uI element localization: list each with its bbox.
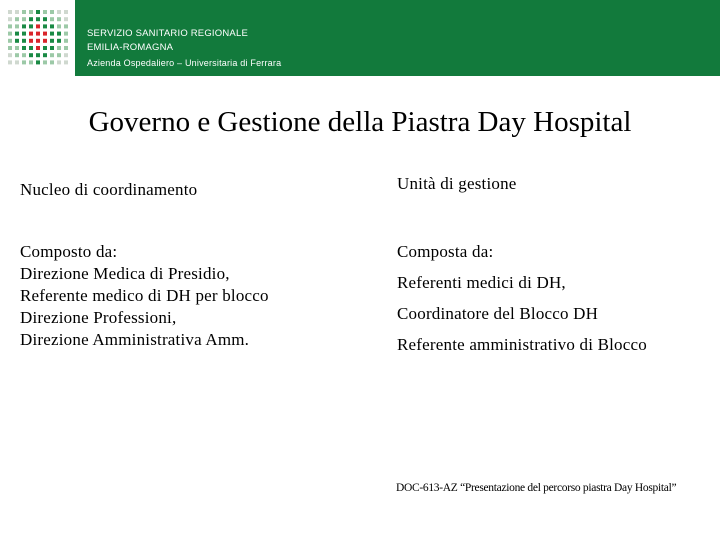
logo-dot [64, 60, 68, 64]
right-intro: Composta da: [397, 242, 494, 261]
logo-dot [15, 17, 19, 21]
logo-dot [29, 46, 33, 50]
logo-dot [43, 24, 47, 28]
logo-dot [15, 46, 19, 50]
logo-dot [8, 39, 12, 43]
logo-dot [22, 17, 26, 21]
logo-dot [22, 53, 26, 57]
logo-dot [22, 46, 26, 50]
logo-dot [64, 39, 68, 43]
logo-dot [64, 17, 68, 21]
logo-dot [64, 32, 68, 36]
logo-dot [43, 60, 47, 64]
right-members-block [397, 236, 647, 360]
left-item: Direzione Professioni, [20, 308, 177, 327]
logo-dot [22, 39, 26, 43]
logo-dot [36, 46, 40, 50]
header-hospital-line: Azienda Ospedaliero – Universitaria di Ferrara [87, 58, 282, 68]
logo-dot [57, 46, 61, 50]
logo-dot [36, 17, 40, 21]
logo-dot [50, 46, 54, 50]
logo-dot [15, 53, 19, 57]
logo-dot [8, 32, 12, 36]
logo-dot [50, 17, 54, 21]
logo-dot [29, 17, 33, 21]
page-title: Governo e Gestione della Piastra Day Hospital [88, 106, 632, 138]
logo-dot [50, 39, 54, 43]
logo-dot [43, 10, 47, 14]
logo-dot [8, 46, 12, 50]
logo-dot [29, 60, 33, 64]
logo-dot [57, 32, 61, 36]
logo-dot [57, 24, 61, 28]
logo-dot [64, 53, 68, 57]
logo-dot [57, 53, 61, 57]
logo-dot [36, 53, 40, 57]
left-heading: Nucleo di coordinamento [20, 180, 198, 199]
header-service-line: SERVIZIO SANITARIO REGIONALE [87, 28, 248, 39]
logo-dot [15, 32, 19, 36]
logo-dot [50, 10, 54, 14]
logo-dot [8, 10, 12, 14]
left-item: Direzione Amministrativa Amm. [20, 330, 250, 349]
logo-dot [29, 10, 33, 14]
logo-dot [50, 60, 54, 64]
logo-dot [22, 10, 26, 14]
logo-dot [36, 60, 40, 64]
left-intro: Composto da: [20, 242, 118, 261]
logo-dot [15, 10, 19, 14]
header-region-line: EMILIA-ROMAGNA [87, 42, 174, 53]
logo-dot [64, 24, 68, 28]
logo-dot [29, 32, 33, 36]
logo-dot [43, 32, 47, 36]
logo-dot [43, 39, 47, 43]
logo-dot [57, 17, 61, 21]
logo-dot [8, 24, 12, 28]
logo-dot [64, 10, 68, 14]
logo-dot [8, 53, 12, 57]
logo-dot [43, 53, 47, 57]
logo-dot [36, 24, 40, 28]
logo-dot [57, 10, 61, 14]
right-item: Referente amministrativo di Blocco [397, 335, 647, 354]
right-heading: Unità di gestione [397, 174, 517, 193]
document-reference: DOC-613-AZ “Presentazione del percorso piastra Day Hospital” [396, 482, 677, 494]
header-band [75, 0, 720, 76]
left-item: Referente medico di DH per blocco [20, 286, 269, 305]
logo-dot [15, 60, 19, 64]
logo-dot [57, 60, 61, 64]
left-members-block [20, 241, 269, 351]
logo-dot [43, 17, 47, 21]
left-item: Direzione Medica di Presidio, [20, 264, 230, 283]
logo-dot [22, 32, 26, 36]
logo-dot [15, 39, 19, 43]
logo-dot [29, 53, 33, 57]
logo-dot [36, 39, 40, 43]
logo-dot [50, 24, 54, 28]
logo-dot [50, 53, 54, 57]
logo-dot [8, 17, 12, 21]
logo-dot [15, 24, 19, 28]
logo-dot [22, 24, 26, 28]
right-item: Referenti medici di DH, [397, 273, 566, 292]
logo-dot [22, 60, 26, 64]
logo-dot [64, 46, 68, 50]
logo-dot [29, 39, 33, 43]
logo-dot [57, 39, 61, 43]
logo-dot [43, 46, 47, 50]
logo-dot [50, 32, 54, 36]
logo-dot [36, 10, 40, 14]
right-item: Coordinatore del Blocco DH [397, 304, 599, 323]
regional-logo-icon [6, 8, 72, 68]
logo-dot [36, 32, 40, 36]
logo-dot [29, 24, 33, 28]
logo-dot [8, 60, 12, 64]
